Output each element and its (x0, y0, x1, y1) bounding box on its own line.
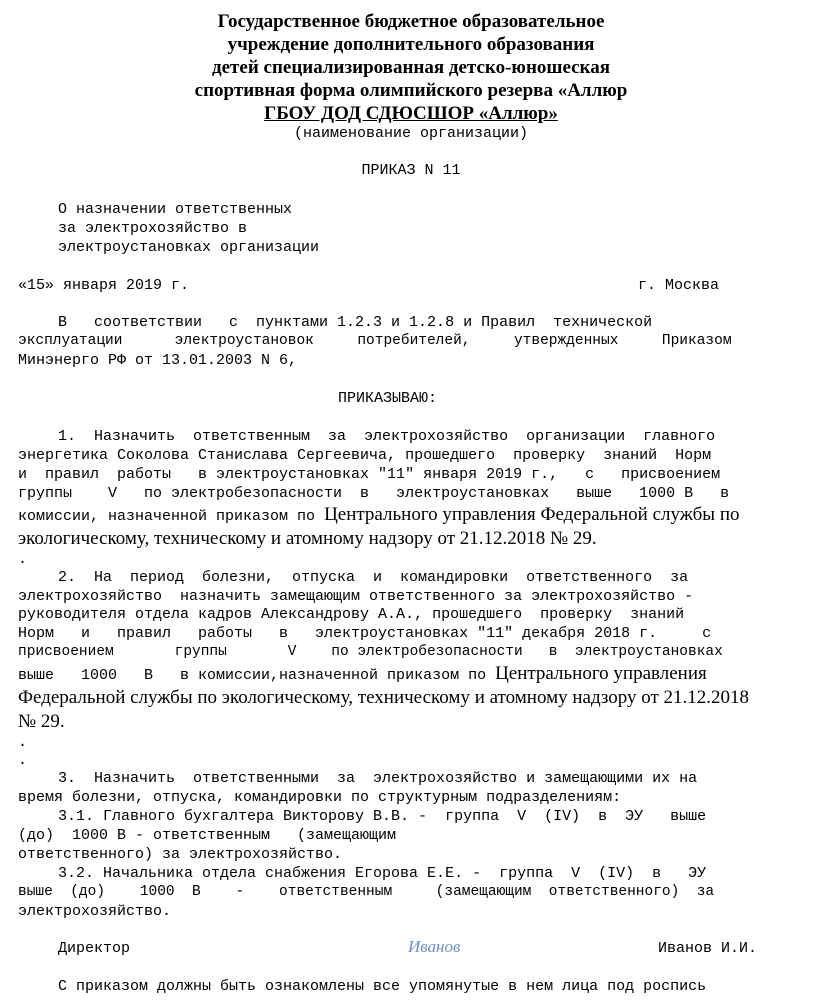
p2-line-6-serif: Центрального управления (495, 663, 707, 684)
p2-line-3: руководителя отдела кадров Александрову А.А., прошедшего проверку знаний (18, 606, 685, 623)
p3-line-7: выше (до) 1000 В - ответственным (замещающим ответственного) за (18, 884, 715, 900)
p1-line-6: экологическому, техническому и атомному надзору от 21.12.2018 № 29. (18, 528, 597, 549)
p3-line-3: 3.1. Главного бухгалтера Викторову В.В. - группа V (IV) в ЭУ выше (58, 808, 707, 825)
org-short-name (0, 102, 822, 125)
org-name-line-4: спортивная форма олимпийского резерва «Аллюр (194, 80, 628, 101)
p3-line-8: электрохозяйство. (18, 903, 172, 920)
p3-line-2: время болезни, отпуска, командировки по структурным подразделениям: (18, 789, 622, 806)
p1-line-2: энергетика Соколова Станислава Сергеевича, прошедшего проверку знаний Норм (18, 447, 712, 464)
p2-dot-2: . (18, 752, 28, 769)
p2-line-6-mono: выше 1000 В в комиссии,назначенной приказом по (18, 667, 496, 684)
order-word: ПРИКАЗЫВАЮ: (338, 390, 438, 407)
p1-line-1: 1. Назначить ответственным за электрохозяйство организации главного (58, 428, 716, 445)
p3-line-6: 3.2. Начальника отдела снабжения Егорова Е.Е. - группа V (IV) в ЭУ (58, 865, 707, 882)
p2-line-5: присвоением группы V по электробезопасности в электроустановках (18, 644, 723, 660)
p3-line-5: ответственного) за электрохозяйство. (18, 846, 343, 863)
p3-line-1: 3. Назначить ответственными за электрохозяйство и замещающими их на (58, 770, 698, 787)
p2-line-2: электрохозяйство назначить замещающим ответственного за электрохозяйство - (18, 588, 694, 605)
p1-line-4: группы V по электробезопасности в электроустановках выше 1000 В в (18, 485, 730, 502)
org-name-caption: (наименование организации) (293, 125, 529, 142)
p3-line-4: (до) 1000 В - ответственным (замещающим (18, 827, 397, 844)
p2-line-8: № 29. (18, 711, 65, 732)
signature-position: Директор (58, 940, 131, 957)
p1-line-5-mono: комиссии, назначенной приказом по (18, 508, 325, 525)
footer-note: С приказом должны быть ознакомлены все упомянутые в нем лица под роспись (58, 978, 707, 995)
order-subject-1: О назначении ответственных (58, 201, 293, 218)
p2-line-6 (18, 662, 707, 688)
preamble-line-3: Минэнерго РФ от 13.01.2003 N 6, (18, 352, 298, 369)
p1-dot: . (18, 551, 28, 568)
org-name-line-2: учреждение дополнительного образования (227, 34, 595, 55)
signature-name: Иванов И.И. (658, 940, 758, 957)
p2-line-7: Федеральной службы по экологическому, техническому и атомному надзору от 21.12.2018 (18, 687, 750, 708)
p2-line-4: Норм и правил работы в электроустановках "11" декабря 2018 г. с (18, 625, 712, 642)
order-date: «15» января 2019 г. (18, 277, 190, 294)
p2-dot-1: . (18, 734, 28, 751)
org-name-line-3: детей специализированная детско-юношеская (212, 57, 610, 78)
org-name-line-1: Государственное бюджетное образовательное (217, 11, 605, 32)
p1-line-5-serif: Центрального управления Федеральной службы по (324, 504, 740, 525)
p1-line-5 (18, 503, 739, 529)
order-subject-2: за электрохозяйство в (58, 220, 248, 237)
p2-line-1: 2. На период болезни, отпуска и командировки ответственного за (58, 569, 689, 586)
order-subject-3: электроустановках организации (58, 239, 320, 256)
order-title: ПРИКАЗ N 11 (361, 162, 461, 179)
preamble-line-1: В соответствии с пунктами 1.2.3 и 1.2.8 и Правил технической (58, 314, 653, 331)
org-short-name-text: ГБОУ ДОД СДЮСШОР «Аллюр» (264, 103, 558, 124)
order-city: г. Москва (638, 277, 720, 294)
handwritten-signature: Иванов (408, 937, 461, 956)
preamble-line-2: эксплуатации электроустановок потребителей, утвержденных Приказом (18, 333, 732, 349)
p1-line-3: и правил работы в электроустановках "11" января 2019 г., с присвоением (18, 466, 721, 483)
